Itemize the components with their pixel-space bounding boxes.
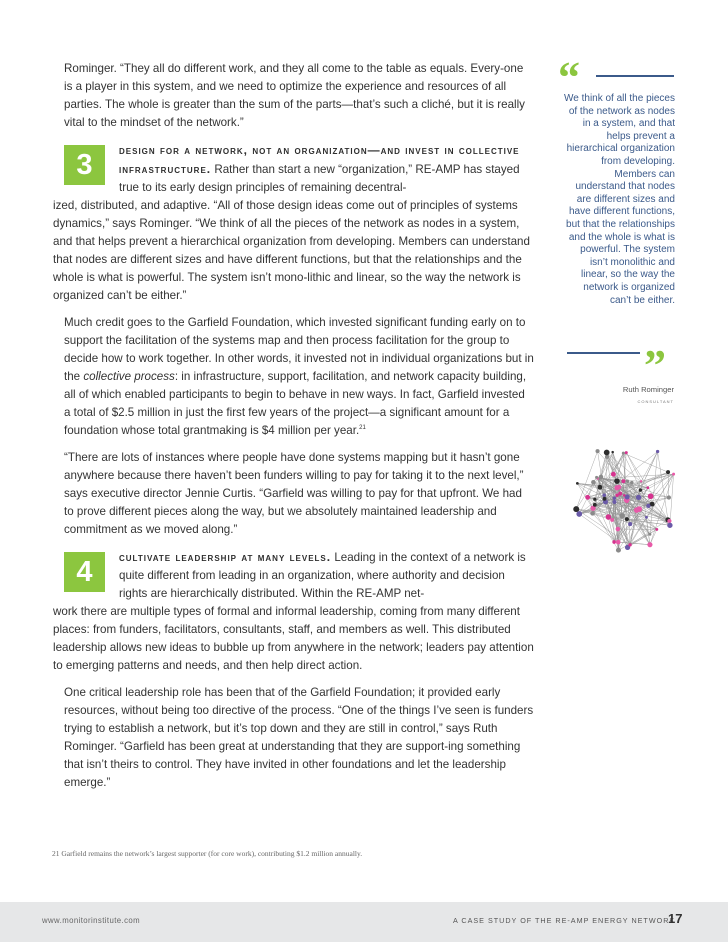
network-node xyxy=(646,504,650,508)
network-node xyxy=(602,493,606,497)
network-graph-image xyxy=(562,427,684,563)
network-node xyxy=(595,476,598,479)
network-node xyxy=(576,482,579,485)
section-3-body: ized, distributed, and adaptive. “All of those design ideas come out of principles of systems dynamics,” says Rominger. “We think of all the pieces of the network as nodes in a system, and that helps prevent a hierarchical organization from developing. Members can understand that nodes are different sizes and have different functions, but that the relationships and the whole is what is powerful. The system isn’t mono-lithic and linear, so the way the network is organized can’t be either.” xyxy=(53,199,530,302)
network-node xyxy=(573,506,579,512)
network-node xyxy=(596,449,600,453)
footer-publication-title: A CASE STUDY OF THE RE-AMP ENERGY NETWORK xyxy=(453,916,676,925)
network-node xyxy=(593,503,597,507)
network-node xyxy=(647,542,652,547)
footer-url[interactable]: www.monitorinstitute.com xyxy=(42,916,140,925)
network-node xyxy=(666,470,670,474)
page-number: 17 xyxy=(668,911,683,926)
network-node xyxy=(591,480,595,484)
network-node xyxy=(614,478,620,484)
network-node xyxy=(611,472,616,477)
network-node xyxy=(616,548,621,553)
network-node xyxy=(625,517,629,521)
quote-rule-bottom xyxy=(567,352,640,354)
pull-quote: We think of all the pieces of the network as nodes in a system, and that helps prevent a hierarchical organization from developing. Members can understand that nodes are different sizes and have different functions, but that the relationships and the whole is what is powerful. The system isn’t monolithic and linear, so the way the network is organized can’t be either. xyxy=(564,93,675,306)
network-node xyxy=(626,480,629,483)
garfield-text-a: Much credit goes to the Garfield Foundation, which invested significant funding early on to support the facilitation of the systems map and then process facilitation for the group to decide how to work together. In other words, it invested not in individual organizations but in the xyxy=(64,316,534,383)
paragraph-garfield xyxy=(64,314,534,440)
network-node xyxy=(630,481,634,485)
section-3-heading: design for a network, not an organization—and invest in collective infrastructure. xyxy=(119,143,520,176)
network-node xyxy=(613,497,616,500)
network-node xyxy=(612,500,616,504)
network-node xyxy=(599,475,603,479)
network-node xyxy=(585,495,590,500)
network-node xyxy=(648,493,654,499)
quote-rule-top xyxy=(596,75,674,77)
paragraph-curtis: “There are lots of instances where people have done systems mapping but it hasn’t gone anywhere because there haven’t been funders willing to pay for taking it to the next level,” says executive director Jennie Curtis. “Garfield was willing to pay for that upfront. We had to prove different pieces along the way, but we absolutely maintained leadership and commitment as we moved along.” xyxy=(64,451,524,536)
quote-attribution-name: Ruth Rominger xyxy=(622,385,674,394)
section-4-body: work there are multiple types of formal and informal leadership, coming from many different places: from funders, facilitators, consultants, staff, and members as well. This distributed leadership allows new ideas to bubble up from anywhere in the network; leaders pay attention to emerging patterns and needs, and then help direct action. xyxy=(53,605,534,672)
network-node xyxy=(593,498,596,501)
network-node xyxy=(634,507,639,512)
network-node xyxy=(646,486,649,489)
network-node xyxy=(621,479,625,483)
footnote-21: 21 Garfield remains the network’s largest supporter (for core work), contributing $1.2 million annually. xyxy=(52,849,363,858)
network-node xyxy=(610,518,614,522)
network-node xyxy=(616,540,621,545)
network-node xyxy=(672,473,675,476)
network-node xyxy=(616,527,621,532)
network-node xyxy=(620,513,625,518)
network-node xyxy=(625,451,628,454)
paragraph-intro: Rominger. “They all do different work, and they all come to the table as equals. Every-one is a player in this system, and we need to optimize the experience and resources of all parties. The whole is greater than the sum of the parts—that’s such a cliché, but it is really vital to the mindset of the network.” xyxy=(64,62,525,129)
network-node xyxy=(628,522,632,526)
network-node xyxy=(640,480,642,482)
network-node xyxy=(655,528,658,531)
section-4 xyxy=(53,548,534,675)
paragraph-leadership-role: One critical leadership role has been that of the Garfield Foundation; it provided early resources, without being too directive of the process. “One of the things I’ve seen is funders trying to establish a network, but it’s top down and they are still in control,” says Ruth Rominger. “Garfield has been great at understanding that they are support-ing something that isn’t theirs to control. They have invited in other foundations and let the leadership emerge.” xyxy=(64,686,534,789)
quote-open-mark: “ xyxy=(558,53,580,102)
network-node xyxy=(606,514,611,519)
network-node xyxy=(614,485,619,490)
garfield-emphasis: collective process xyxy=(83,370,175,383)
main-column xyxy=(53,60,534,801)
network-node xyxy=(622,452,625,455)
network-node xyxy=(603,497,607,501)
section-number-3: 3 xyxy=(64,145,105,185)
quote-close-mark: ” xyxy=(644,341,666,390)
section-4-lead-text: Leading in the context of a network is quite different from leading in an organization, where authority and decision rights are hierarchically distributed. Within the RE-AMP net- xyxy=(119,551,526,600)
footnote-ref-21[interactable]: 21 xyxy=(359,425,366,432)
network-node xyxy=(636,495,641,500)
section-3 xyxy=(53,141,534,305)
section-4-heading: cultivate leadership at many levels. xyxy=(119,550,332,564)
network-node xyxy=(628,543,631,546)
network-node xyxy=(590,511,595,516)
section-number-4: 4 xyxy=(64,552,105,592)
network-node xyxy=(639,488,642,491)
section-3-lead-text: Rather than start a new “organization,” RE-AMP has stayed true to its early design principles of remaining decentral- xyxy=(119,163,520,194)
network-node xyxy=(623,494,626,497)
network-node xyxy=(656,450,659,453)
garfield-text-b: : in infrastructure, support, facilitation, and network capacity building, all of which enabled participants to begin to behave in new ways. In fact, Garfield invested a total of $2.5 million in just the first few years of the project—a significant amount for a foundation whose total grantmaking is $4 million per year. xyxy=(64,370,527,437)
network-node xyxy=(615,494,618,497)
network-node xyxy=(667,519,671,523)
network-node xyxy=(611,451,613,453)
network-node xyxy=(612,540,616,544)
network-node xyxy=(597,485,602,490)
network-node xyxy=(576,511,582,517)
network-node xyxy=(667,495,671,499)
network-node xyxy=(604,450,610,456)
network-node xyxy=(645,516,648,519)
network-node xyxy=(667,523,672,528)
quote-attribution-role: consultant xyxy=(637,399,674,405)
network-node xyxy=(649,533,652,536)
